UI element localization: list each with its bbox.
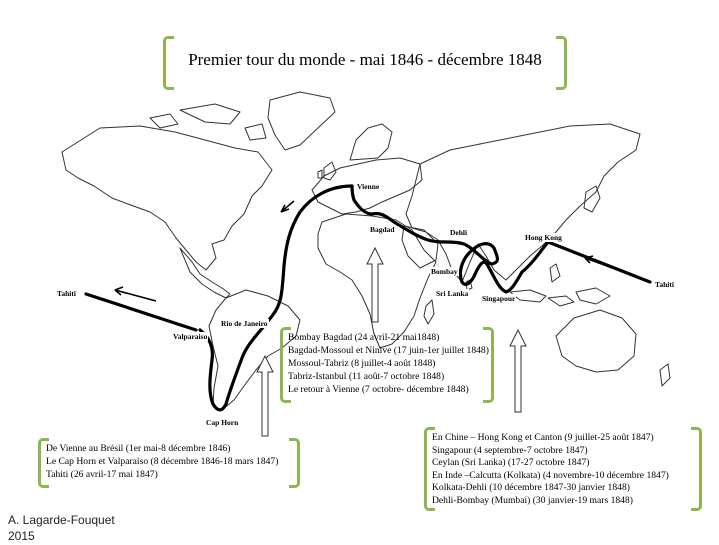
asia-box	[424, 427, 702, 511]
arrow-atlantic	[281, 201, 294, 212]
bracket-right	[289, 438, 300, 488]
map-title: Premier tour du monde - mai 1846 - décembre 1848	[188, 50, 542, 69]
madagascar-outline	[424, 300, 434, 324]
asia-line: Singapour (4 septembre-7 octobre 1847)	[432, 444, 588, 456]
asia-box-text	[432, 432, 669, 508]
japan-outline	[584, 186, 600, 212]
label-bombay: Bombay	[431, 267, 458, 276]
middle-east-line: Le retour à Vienne (7 octobre- décembre 1848)	[288, 384, 469, 395]
route-pacific-east	[548, 242, 650, 282]
middle-east-box-text	[288, 331, 489, 396]
credit-author: A. Lagarde-Fouquet	[8, 513, 115, 527]
middle-east-line: Bagdad-Mossoul et Ninive (17 juin-1er juillet 1848)	[288, 345, 489, 356]
pointer-arrow-americas	[257, 356, 273, 436]
asia-outline	[406, 124, 640, 282]
greenland-outline	[268, 92, 335, 150]
arctic-islands-outline	[150, 104, 266, 140]
asia-line: Kolkata-Dehli (10 décembre 1847-30 janvier 1848)	[432, 482, 630, 494]
label-tahiti-west: Tahiti	[57, 289, 76, 298]
arabia-outline	[402, 226, 438, 268]
credit-year: 2015	[8, 529, 35, 543]
middle-east-line: Mossoul-Tabriz (8 juillet-4 août 1848)	[288, 358, 436, 369]
asia-line: En Chine – Hong Kong et Canton (9 juillet-25 août 1847)	[432, 432, 654, 443]
middle-east-line: Bombay Bagdad (24 avril-21 mai1848)	[288, 332, 440, 343]
scandinavia-outline	[350, 124, 392, 160]
americas-box	[38, 438, 300, 488]
americas-line: Le Cap Horn et Valparaiso (8 décembre 1846-18 mars 1847)	[46, 456, 279, 467]
asia-line: En Inde –Calcutta (Kolkata) (4 novembre-10 décembre 1847)	[432, 469, 669, 481]
middle-east-line: Tabriz-Istanbul (11 août-7 octobre 1848)	[288, 371, 445, 382]
americas-line: Tahiti (26 avril-17 mai 1847)	[46, 469, 158, 480]
new-zealand-outline	[660, 364, 670, 386]
pointer-arrow-middle-east	[367, 248, 383, 322]
label-sri-lanka: Sri Lanka	[436, 289, 469, 298]
route-pacific-west	[86, 294, 196, 330]
bracket-right	[691, 427, 702, 511]
label-tahiti-east: Tahiti	[655, 280, 674, 289]
asia-line: Dehli-Bombay (Mumbai) (30 janvier-19 mars 1848)	[432, 494, 633, 506]
arrow-pacific-west	[115, 287, 156, 301]
label-hong-kong: Hong Kong	[525, 233, 562, 242]
asia-line: Ceylan (Sri Lanka) (17-27 octobre 1847)	[432, 457, 590, 469]
label-vienne: Vienne	[357, 182, 380, 191]
label-cap-horn: Cap Horn	[206, 418, 239, 427]
label-bagdad: Bagdad	[370, 225, 395, 234]
americas-line: De Vienne au Brésil (1er mai-8 décembre 1846)	[46, 443, 231, 454]
label-singapour: Singapour	[482, 294, 516, 303]
australia-outline	[556, 310, 636, 372]
pointer-arrow-asia	[510, 330, 526, 412]
americas-box-text	[46, 442, 278, 481]
label-valparaiso: Valparaiso	[173, 332, 208, 341]
central-america-outline	[180, 248, 230, 298]
title-box	[163, 36, 567, 90]
credit	[8, 512, 115, 544]
middle-east-box	[280, 327, 494, 403]
label-rio: Rio de Janeiro	[221, 319, 268, 328]
label-dehli: Dehli	[450, 228, 468, 237]
north-america-outline	[62, 126, 272, 270]
